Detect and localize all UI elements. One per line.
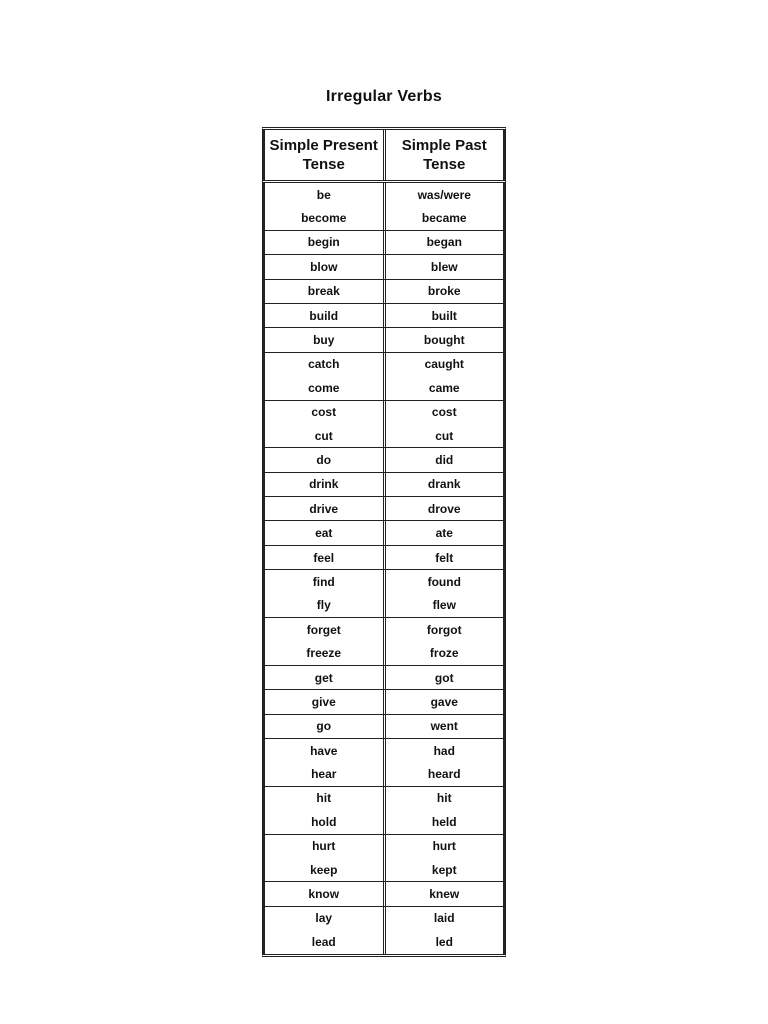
present-tense-cell: begin	[263, 231, 386, 254]
table-row	[263, 787, 505, 810]
past-tense-cell: found	[386, 570, 506, 593]
table-row	[263, 401, 505, 424]
present-tense-cell: do	[263, 448, 386, 471]
past-tense-cell: went	[386, 715, 506, 738]
present-tense-cell: get	[263, 666, 386, 689]
present-tense-cell: drive	[263, 497, 386, 520]
table-row	[263, 231, 505, 254]
table-row	[263, 353, 505, 376]
past-tense-cell: forgot	[386, 618, 506, 641]
table-row	[263, 473, 505, 496]
present-tense-cell: hit	[263, 787, 386, 810]
present-tense-cell: cut	[263, 424, 386, 447]
table-row	[263, 882, 505, 905]
past-tense-cell: bought	[386, 328, 506, 351]
irregular-verbs-table	[262, 127, 506, 957]
present-tense-cell: go	[263, 715, 386, 738]
table-row-group	[263, 231, 505, 255]
present-tense-cell: break	[263, 280, 386, 303]
table-row-group	[263, 401, 505, 449]
present-tense-cell: become	[263, 206, 386, 229]
table-row-group	[263, 690, 505, 714]
present-tense-cell: know	[263, 882, 386, 905]
table-row-group	[263, 183, 505, 231]
present-tense-cell: buy	[263, 328, 386, 351]
header-simple-present: Simple Present Tense	[263, 130, 386, 180]
table-row	[263, 641, 505, 664]
table-row	[263, 666, 505, 689]
table-row-group	[263, 280, 505, 304]
past-tense-cell: hit	[386, 787, 506, 810]
table-row-group	[263, 907, 505, 954]
past-tense-cell: began	[386, 231, 506, 254]
present-tense-cell: hear	[263, 762, 386, 785]
past-tense-cell: became	[386, 206, 506, 229]
table-row	[263, 739, 505, 762]
past-tense-cell: caught	[386, 353, 506, 376]
table-row-group	[263, 497, 505, 521]
present-tense-cell: forget	[263, 618, 386, 641]
table-row	[263, 930, 505, 953]
present-tense-cell: be	[263, 183, 386, 206]
present-tense-cell: cost	[263, 401, 386, 424]
past-tense-cell: heard	[386, 762, 506, 785]
table-row	[263, 206, 505, 229]
past-tense-cell: blew	[386, 255, 506, 278]
table-row-group	[263, 328, 505, 352]
table-row	[263, 858, 505, 881]
table-header-row	[263, 130, 505, 183]
table-row	[263, 690, 505, 713]
present-tense-cell: keep	[263, 858, 386, 881]
table-row	[263, 328, 505, 351]
past-tense-cell: was/were	[386, 183, 506, 206]
past-tense-cell: had	[386, 739, 506, 762]
table-row	[263, 280, 505, 303]
table-row	[263, 546, 505, 569]
table-row	[263, 570, 505, 593]
present-tense-cell: lay	[263, 907, 386, 930]
table-row-group	[263, 882, 505, 906]
past-tense-cell: flew	[386, 594, 506, 617]
table-row-group	[263, 304, 505, 328]
table-row-group	[263, 521, 505, 545]
past-tense-cell: cut	[386, 424, 506, 447]
past-tense-cell: kept	[386, 858, 506, 881]
table-row-group	[263, 255, 505, 279]
past-tense-cell: ate	[386, 521, 506, 544]
table-row	[263, 424, 505, 447]
table-row	[263, 376, 505, 399]
table-row-group	[263, 353, 505, 401]
present-tense-cell: hold	[263, 810, 386, 833]
table-row-group	[263, 715, 505, 739]
table-row	[263, 448, 505, 471]
header-simple-past: Simple Past Tense	[386, 130, 506, 180]
past-tense-cell: cost	[386, 401, 506, 424]
present-tense-cell: drink	[263, 473, 386, 496]
table-row	[263, 907, 505, 930]
present-tense-cell: catch	[263, 353, 386, 376]
present-tense-cell: eat	[263, 521, 386, 544]
past-tense-cell: gave	[386, 690, 506, 713]
past-tense-cell: built	[386, 304, 506, 327]
table-row-group	[263, 546, 505, 570]
past-tense-cell: felt	[386, 546, 506, 569]
table-row	[263, 304, 505, 327]
table-row	[263, 521, 505, 544]
present-tense-cell: build	[263, 304, 386, 327]
table-row	[263, 810, 505, 833]
table-row-group	[263, 666, 505, 690]
table-row	[263, 497, 505, 520]
table-row-group	[263, 835, 505, 883]
table-row	[263, 255, 505, 278]
past-tense-cell: led	[386, 930, 506, 953]
past-tense-cell: drank	[386, 473, 506, 496]
table-row	[263, 183, 505, 206]
past-tense-cell: held	[386, 810, 506, 833]
page-title: Irregular Verbs	[326, 88, 442, 105]
table-row	[263, 715, 505, 738]
present-tense-cell: feel	[263, 546, 386, 569]
table-row-group	[263, 473, 505, 497]
present-tense-cell: have	[263, 739, 386, 762]
present-tense-cell: give	[263, 690, 386, 713]
present-tense-cell: freeze	[263, 641, 386, 664]
past-tense-cell: drove	[386, 497, 506, 520]
past-tense-cell: froze	[386, 641, 506, 664]
table-row	[263, 594, 505, 617]
present-tense-cell: blow	[263, 255, 386, 278]
past-tense-cell: did	[386, 448, 506, 471]
past-tense-cell: laid	[386, 907, 506, 930]
past-tense-cell: broke	[386, 280, 506, 303]
present-tense-cell: lead	[263, 930, 386, 953]
table-row	[263, 762, 505, 785]
past-tense-cell: hurt	[386, 835, 506, 858]
table-row-group	[263, 739, 505, 787]
past-tense-cell: got	[386, 666, 506, 689]
present-tense-cell: fly	[263, 594, 386, 617]
present-tense-cell: come	[263, 376, 386, 399]
table-body	[263, 183, 505, 954]
past-tense-cell: knew	[386, 882, 506, 905]
table-row	[263, 618, 505, 641]
table-row-group	[263, 570, 505, 618]
table-row	[263, 835, 505, 858]
past-tense-cell: came	[386, 376, 506, 399]
table-row-group	[263, 787, 505, 835]
present-tense-cell: hurt	[263, 835, 386, 858]
present-tense-cell: find	[263, 570, 386, 593]
table-row-group	[263, 448, 505, 472]
table-row-group	[263, 618, 505, 666]
